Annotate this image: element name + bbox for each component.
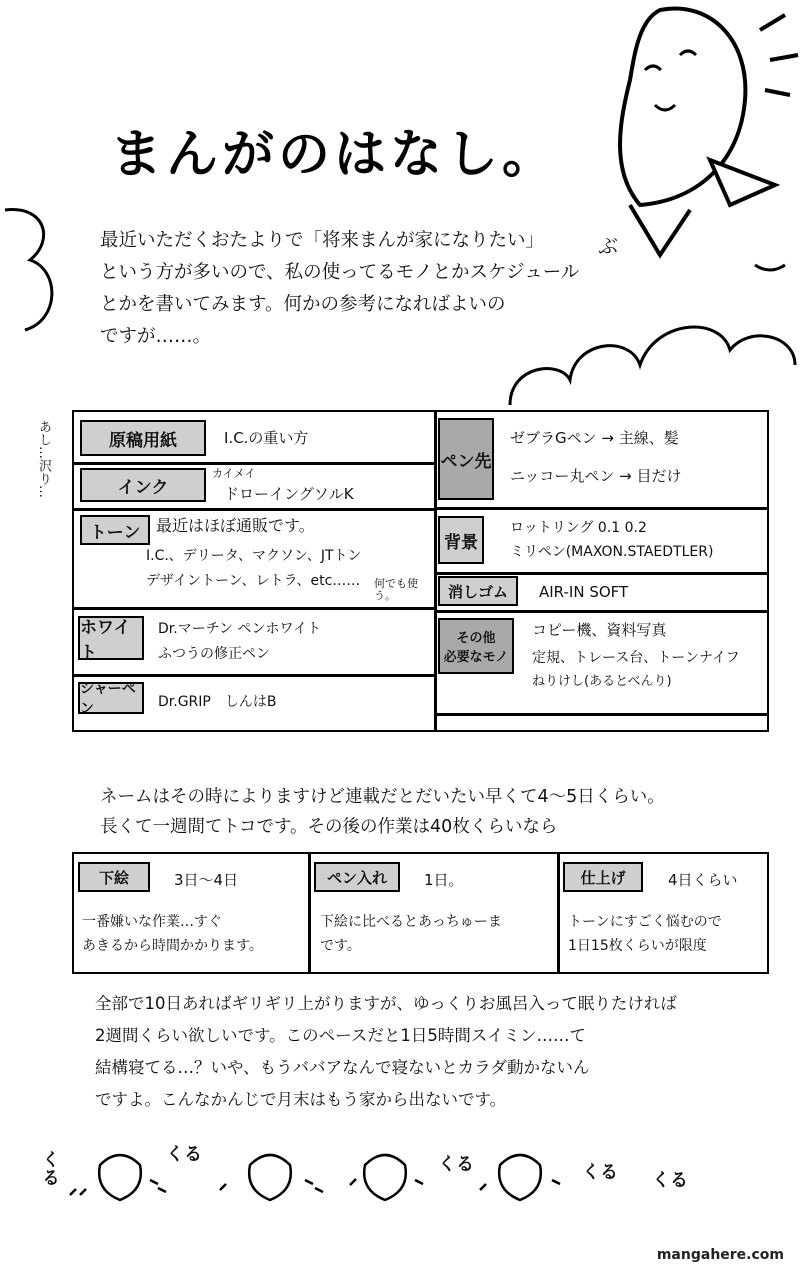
background-line-2: ミリペン(MAXON.STAEDTLER) — [510, 544, 714, 560]
other-line-3: ねりけし(あるとべんり) — [532, 674, 672, 689]
page-title: まんがのはなし。 — [110, 125, 559, 185]
intro-line: という方が多いので、私の使ってるモノとかスケジュール — [100, 262, 580, 283]
label-other-2: 必要なモノ — [443, 650, 509, 665]
para-line: 結構寝てる…？いや、もうババアなんで寝ないとカラダ動かないん — [95, 1058, 590, 1077]
inking-line-2: です。 — [320, 938, 361, 954]
label-background: 背景 — [438, 516, 484, 564]
para-line: 長くて一週間てトコです。その後の作業は40枚くらいなら — [100, 817, 558, 837]
tone-line-3: デザイントーン、レトラ、etc…… — [146, 573, 361, 589]
supplies-table — [72, 410, 769, 732]
pen-line-2: ニッコー丸ペン → 目だけ — [510, 467, 682, 485]
para-line: ネームはその時によりますけど連載だとだいたい早くて4〜5日くらい。 — [100, 787, 665, 807]
label-inking: ペン入れ — [314, 862, 400, 892]
label-white: ホワイト — [78, 616, 144, 660]
para-line: 2週間くらい欲しいです。このペースだと1日5時間スイミン……て — [95, 1026, 587, 1045]
intro-text — [100, 225, 620, 353]
sharpen-value: Dr.GRIP しんはB — [158, 694, 277, 710]
doodle-text: くる — [652, 1170, 688, 1191]
other-line-1: コピー機、資料写真 — [532, 621, 667, 639]
inking-line-1: 下絵に比べるとあっちゅーま — [320, 914, 502, 930]
white-line-2: ふつうの修正ペン — [158, 646, 270, 662]
label-tone: トーン — [80, 515, 150, 545]
paragraph-total — [95, 988, 735, 1116]
side-note: あし…沢り… — [36, 420, 51, 498]
paper-value: I.C.の重い方 — [224, 429, 309, 447]
tone-line-1: 最近はほぼ通販です。 — [156, 516, 315, 535]
background-line-1: ロットリング 0.1 0.2 — [510, 520, 647, 536]
paragraph-name — [100, 782, 740, 842]
tone-line-2: I.C.、デリータ、マクソン、JTトン — [146, 548, 362, 564]
label-finishing: 仕上げ — [563, 862, 643, 892]
site-watermark: mangahere.com — [656, 1247, 784, 1263]
doodle-text: くる — [438, 1154, 474, 1175]
pen-line-1: ゼブラGペン → 主線、髪 — [510, 429, 679, 447]
finishing-days: 4日くらい — [668, 871, 738, 889]
sound-effect: ぶ — [598, 234, 618, 258]
sketch-days: 3日〜4日 — [174, 871, 239, 889]
spinning-character-doodles — [60, 1140, 660, 1210]
sketch-line-2: あきるから時間かかります。 — [82, 938, 263, 954]
ink-value-2: ドローイングソルK — [224, 485, 354, 503]
cloud-doodle-left — [0, 200, 70, 350]
doodle-text: くる — [166, 1144, 202, 1165]
para-line: ですよ。こんなかんじで月末はもう家から出ないです。 — [95, 1090, 507, 1109]
finishing-line-2: 1日15枚くらいが限度 — [568, 938, 707, 954]
eraser-value: AIR-IN SOFT — [539, 583, 629, 601]
para-line: 全部で10日あればギリギリ上がりますが、ゆっくりお風呂入って眠りたければ — [95, 994, 677, 1013]
ink-value-1: カイメイ — [212, 467, 256, 480]
white-line-1: Dr.マーチン ペンホワイト — [158, 621, 322, 637]
label-ink: インク — [80, 468, 206, 502]
inking-days: 1日。 — [424, 871, 464, 889]
intro-line: とかを書いてみます。何かの参考になればよいの — [100, 294, 506, 315]
sketch-line-1: 一番嫌いな作業…すぐ — [82, 914, 222, 930]
label-pen: ペン先 — [438, 418, 494, 500]
label-paper: 原稿用紙 — [80, 420, 206, 456]
other-line-2: 定規、トレース台、トーンナイフ — [532, 650, 740, 666]
intro-line: ですが……。 — [100, 326, 212, 347]
doodle-text: くる — [39, 1150, 60, 1186]
label-sketch: 下絵 — [78, 862, 150, 892]
doodle-text: くる — [582, 1162, 618, 1183]
label-eraser: 消しゴム — [438, 576, 518, 606]
label-sharpen: シャーペン — [78, 682, 144, 714]
finishing-line-1: トーンにすごく悩むので — [568, 914, 722, 930]
tone-note: 何でも使う。 — [374, 577, 418, 602]
label-other — [438, 618, 514, 674]
schedule-table — [72, 852, 769, 974]
intro-line: 最近いただくおたよりで「将来まんが家になりたい」 — [100, 230, 545, 251]
label-other-1: その他 — [456, 631, 496, 646]
